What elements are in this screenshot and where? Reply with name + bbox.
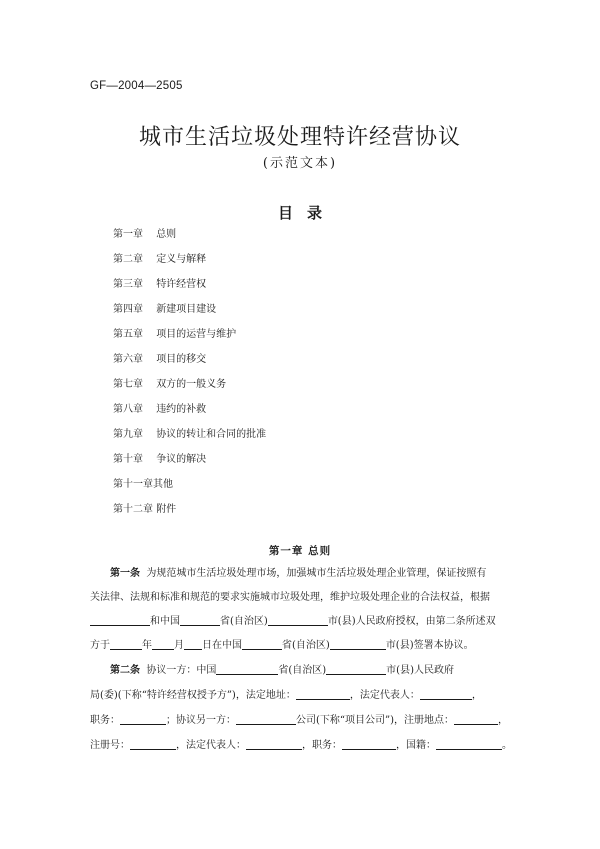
blank-field <box>180 615 220 626</box>
toc-title: 项目的移交 <box>156 354 207 365</box>
toc-item <box>113 428 266 453</box>
toc-chapter: 第十二章 <box>113 504 153 515</box>
blank-field <box>120 714 166 725</box>
toc-chapter: 第六章 <box>113 354 143 365</box>
toc-title: 违约的补救 <box>156 404 207 415</box>
document-subtitle: (示范文本) <box>262 156 338 171</box>
toc-title: 新建项目建设 <box>156 304 217 315</box>
blank-field <box>454 714 498 725</box>
toc-heading: 目录 <box>277 204 336 222</box>
toc-title: 协议的转让和合同的批准 <box>156 429 267 440</box>
toc-item <box>113 253 266 278</box>
toc-item <box>113 478 266 503</box>
blank-field <box>296 689 350 700</box>
toc-item <box>113 328 266 353</box>
blank-field <box>342 739 396 750</box>
blank-field <box>436 739 502 750</box>
toc-chapter: 第八章 <box>113 404 143 415</box>
toc-title: 附件 <box>156 504 177 515</box>
article-label: 第一条 <box>110 568 140 579</box>
toc-item <box>113 228 266 253</box>
toc-chapter: 第四章 <box>113 304 143 315</box>
table-of-contents <box>113 228 266 528</box>
toc-chapter: 第二章 <box>113 254 143 265</box>
article-2-line-1: 第二条 协议一方：中国 省(自治区) 市(县)人民政府 <box>110 665 454 676</box>
toc-chapter: 第七章 <box>113 379 143 390</box>
article-1-line-4: 方于 年 月 日在中国 省(自治区) 市(县)签署本协议。 <box>90 640 474 651</box>
toc-item <box>113 503 266 528</box>
toc-title: 其他 <box>153 479 173 490</box>
toc-title: 总则 <box>156 229 177 240</box>
blank-field <box>216 664 278 675</box>
blank-field <box>130 739 176 750</box>
toc-chapter: 第九章 <box>113 429 143 440</box>
toc-item <box>113 378 266 403</box>
blank-field <box>330 639 386 650</box>
toc-item <box>113 353 266 378</box>
toc-chapter: 第一章 <box>113 229 143 240</box>
blank-field <box>420 689 472 700</box>
toc-title: 争议的解决 <box>156 454 207 465</box>
toc-item <box>113 303 266 328</box>
article-label: 第二条 <box>110 665 140 676</box>
blank-field <box>326 664 386 675</box>
toc-chapter: 第三章 <box>113 279 143 290</box>
blank-field <box>242 639 282 650</box>
article-2-line-2: 局(委)(下称“特许经营权授予方”)，法定地址： ，法定代表人： ， <box>90 690 482 701</box>
toc-item <box>113 403 266 428</box>
toc-chapter: 第十章 <box>113 454 143 465</box>
blank-field <box>184 639 202 650</box>
document-title: 城市生活垃圾处理特许经营协议 <box>138 125 461 150</box>
toc-item <box>113 453 266 478</box>
article-2-line-4: 注册号： ，法定代表人： ，职务： ，国籍： 。 <box>90 740 512 751</box>
toc-chapter: 第十一章 <box>113 479 153 490</box>
blank-field <box>236 714 296 725</box>
article-1-line-3: 和中国 省(自治区) 市(县)人民政府授权，由第二条所述双 <box>90 615 550 629</box>
blank-field <box>152 639 174 650</box>
article-1-line-2: 关法律、法规和标准和规范的要求实施城市垃圾处理，维护垃圾处理企业的合法权益，根据 <box>90 592 490 603</box>
blank-field <box>246 739 302 750</box>
toc-title: 特许经营权 <box>156 279 207 290</box>
article-2-line-3: 职务： ；协议另一方： 公司(下称“项目公司”)，注册地点： ， <box>90 715 509 726</box>
toc-chapter: 第五章 <box>113 329 143 340</box>
blank-field <box>268 615 328 626</box>
article-1-line-1: 第一条 为规范城市生活垃圾处理市场，加强城市生活垃圾处理企业管理，保证按照有 <box>110 568 487 579</box>
blank-field <box>110 639 142 650</box>
toc-title: 定义与解释 <box>156 254 207 265</box>
toc-item <box>113 278 266 303</box>
chapter-heading: 第一章 总则 <box>268 545 332 557</box>
toc-title: 项目的运营与维护 <box>156 329 237 340</box>
toc-title: 双方的一般义务 <box>156 379 227 390</box>
document-code: GF—2004—2505 <box>90 80 183 92</box>
blank-field <box>90 615 150 626</box>
